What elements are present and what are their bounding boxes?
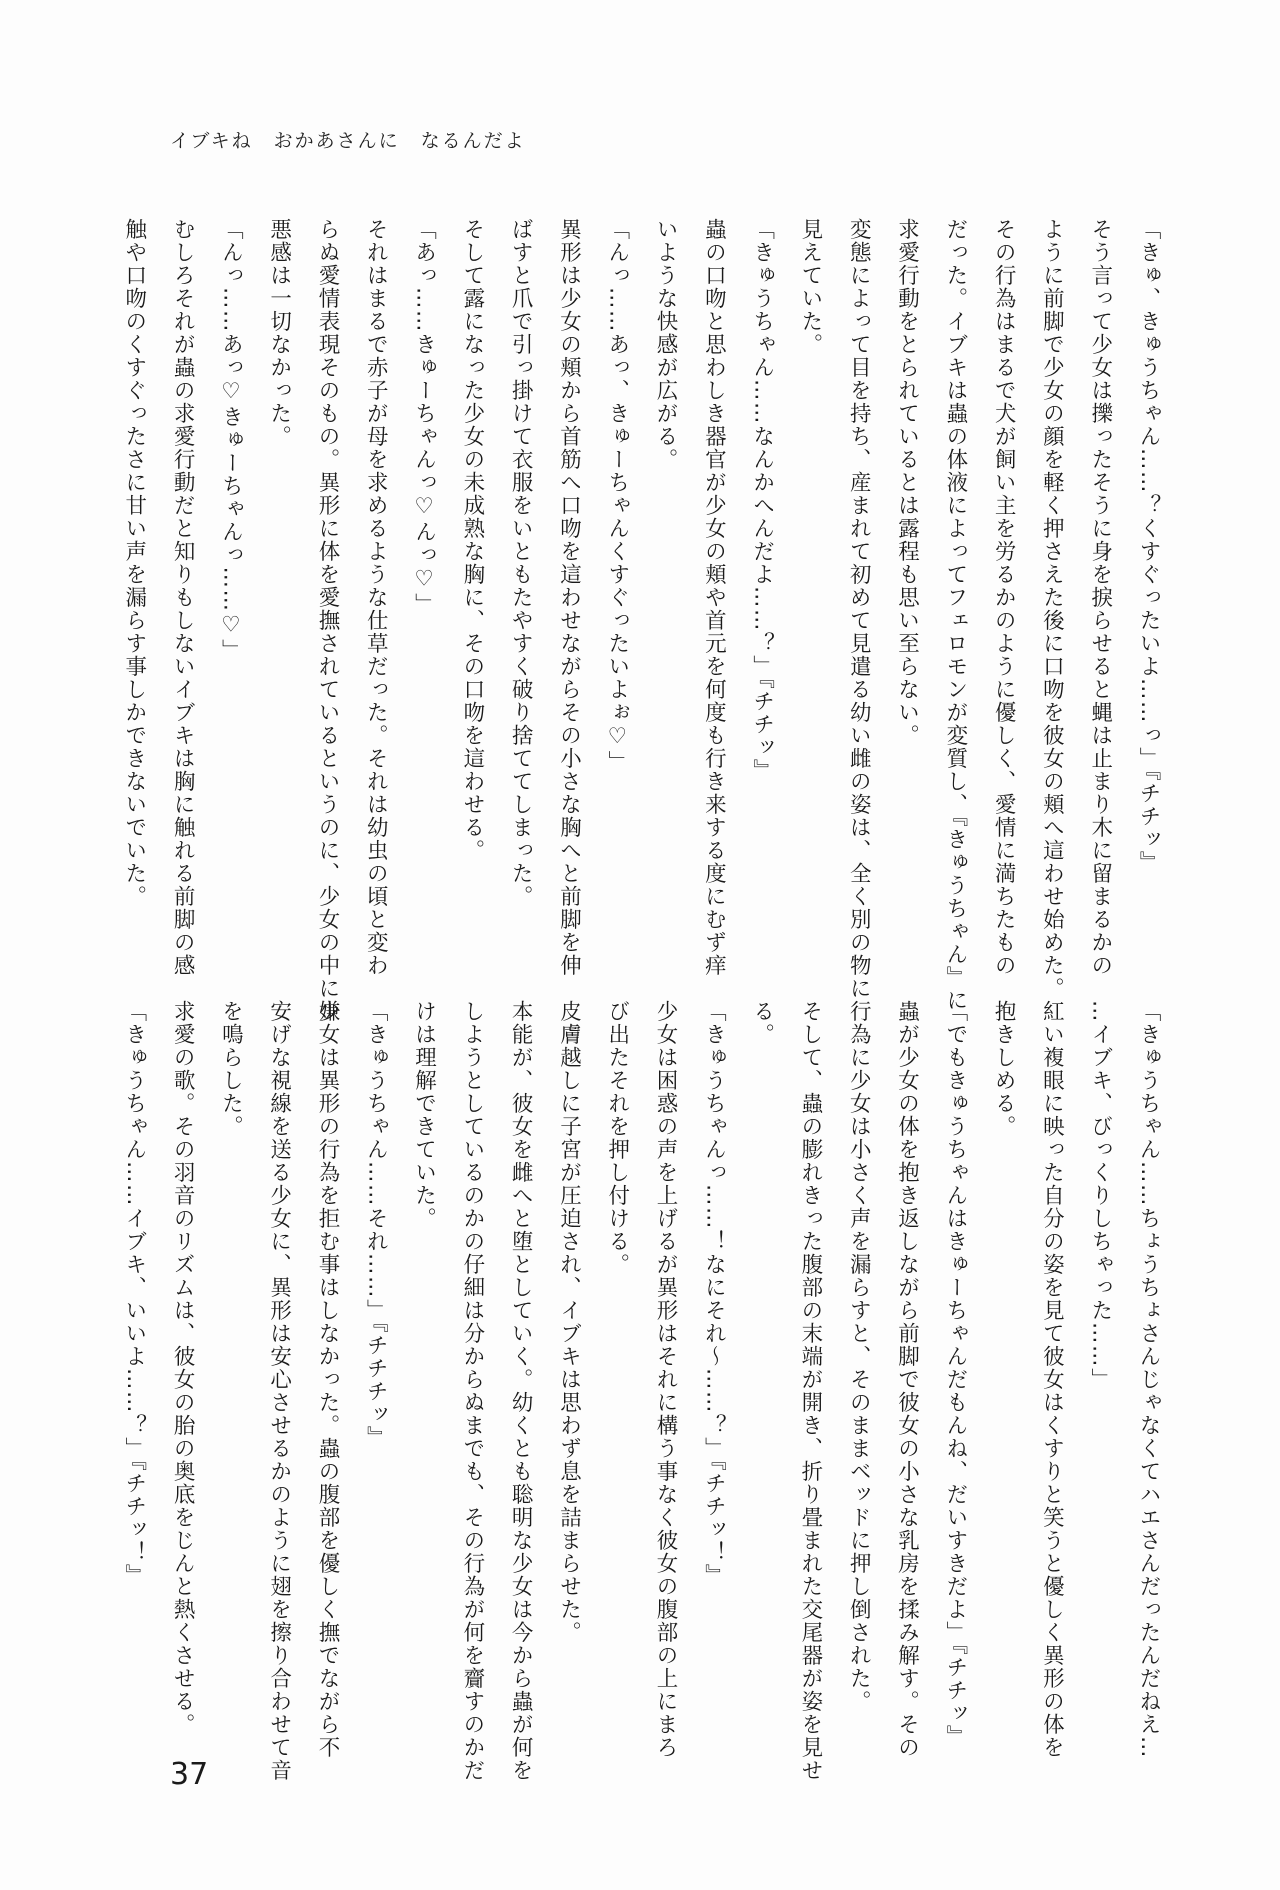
text-line: 触や口吻のくすぐったさに甘い声を漏らす事しかできないでいた。 — [121, 218, 147, 908]
text-line: …イブキ、びっくりしちゃった……」 — [1087, 1000, 1113, 1391]
text-line: 「んっ……あっ♡きゅーちゃんっ……♡」 — [218, 218, 244, 662]
text-line: そう言って少女は擽ったそうに身を捩らせると蝿は止まり木に留まるかの — [1087, 218, 1113, 977]
text-line: らぬ愛情表現そのもの。異形に体を愛撫されているというのに、少女の中に嫌 — [314, 218, 340, 1023]
text-line: 「きゅうちゃん……それ……」『チチチッ』 — [363, 1000, 389, 1450]
text-line: むしろそれが蟲の求愛行動だと知りもしないイブキは胸に触れる前脚の感 — [170, 218, 196, 977]
text-line: 行為に少女は小さく声を漏らすと、そのままベッドに押し倒された。 — [846, 1000, 872, 1713]
text-line: 「でもきゅうちゃんはきゅーちゃんだもんね、だいすきだよ」『チチッ』 — [942, 1000, 968, 1749]
text-line: を鳴らした。 — [218, 1000, 244, 1138]
text-line: 求愛行動をとられているとは露程も思い至らない。 — [894, 218, 920, 747]
text-line: しようとしているのかの仔細は分からぬまでも、その行為が何を齎すのかだ — [459, 1000, 485, 1782]
running-head: イブキね おかあさんに なるんだよ — [170, 130, 526, 152]
text-line: 蟲の口吻と思わしき器官が少女の頬や首元を何度も行き来する度にむず痒 — [701, 218, 727, 977]
text-line: 蟲が少女の体を抱き返しながら前脚で彼女の小さな乳房を揉み解す。その — [894, 1000, 920, 1759]
text-line: 「んっ……あっ、きゅーちゃんくすぐったいよぉ♡」 — [604, 218, 630, 774]
text-line: 「きゅうちゃん……イブキ、いいよ……？」『チチッ！』 — [121, 1000, 147, 1588]
text-line: そして露になった少女の未成熟な胸に、その口吻を這わせる。 — [459, 218, 485, 862]
upper-text-block — [121, 218, 1172, 1023]
text-line: 「きゅうちゃん……なんかへんだよ……？」『チチッ』 — [749, 218, 775, 783]
text-line: 抱きしめる。 — [991, 1000, 1017, 1138]
page-number: 37 — [170, 1757, 209, 1792]
text-line: 本能が、彼女を雌へと堕としていく。幼くとも聡明な少女は今から蟲が何を — [508, 1000, 534, 1782]
text-line: 紅い複眼に映った自分の姿を見て彼女はくすりと笑うと優しく異形の体を — [1039, 1000, 1065, 1759]
text-line: 少女は異形の行為を拒む事はしなかった。蟲の腹部を優しく撫でながら不 — [314, 1000, 340, 1759]
text-line: いような快感が広がる。 — [653, 218, 679, 471]
text-line: 安げな視線を送る少女に、異形は安心させるかのように翅を擦り合わせて音 — [266, 1000, 292, 1782]
text-line: 「きゅ、きゅうちゃん……？くすぐったいよ……っ」『チチッ』 — [1136, 218, 1161, 875]
text-line: 見えていた。 — [797, 218, 823, 356]
text-line: 「きゅうちゃん……ちょうちょさんじゃなくてハエさんだったんだねえ… — [1136, 1000, 1161, 1759]
text-line: けは理解できていた。 — [411, 1000, 437, 1230]
text-line: 異形は少女の頬から首筋へ口吻を這わせながらその小さな胸へと前脚を伸 — [556, 218, 582, 977]
text-line: る。 — [749, 1000, 775, 1046]
text-line: 求愛の歌。その羽音のリズムは、彼女の胎の奥底をじんと熱くさせる。 — [170, 1000, 196, 1736]
text-line: 少女は困惑の声を上げるが異形はそれに構う事なく彼女の腹部の上にまろ — [653, 1000, 679, 1759]
text-line: そして、蟲の膨れきった腹部の末端が開き、折り畳まれた交尾器が姿を見せ — [797, 1000, 823, 1782]
text-line: ように前脚で少女の顔を軽く押さえた後に口吻を彼女の頬へ這わせ始めた。 — [1039, 218, 1065, 1000]
text-line: 悪感は一切なかった。 — [266, 218, 292, 448]
text-line: び出たそれを押し付ける。 — [604, 1000, 630, 1276]
text-line: その行為はまるで犬が飼い主を労るかのように優しく、愛情に満ちたもの — [991, 218, 1017, 977]
text-line: 変態によって目を持ち、産まれて初めて見遣る幼い雌の姿は、全く別の物に — [846, 218, 872, 1000]
text-line: 皮膚越しに子宮が圧迫され、イブキは思わず息を詰まらせた。 — [556, 1000, 582, 1644]
text-line: 「きゅうちゃんっ……！なにそれ～……？」『チチッ！』 — [701, 1000, 727, 1588]
text-line: それはまるで赤子が母を求めるような仕草だった。それは幼虫の頃と変わ — [363, 218, 389, 977]
text-line: 「あっ……きゅーちゃんっ♡んっ♡」 — [411, 218, 437, 616]
text-line: だった。イブキは蟲の体液によってフェロモンが変質し、『きゅうちゃん』に — [942, 218, 968, 1013]
text-line: ばすと爪で引っ掛けて衣服をいともたやすく破り捨ててしまった。 — [508, 218, 534, 908]
